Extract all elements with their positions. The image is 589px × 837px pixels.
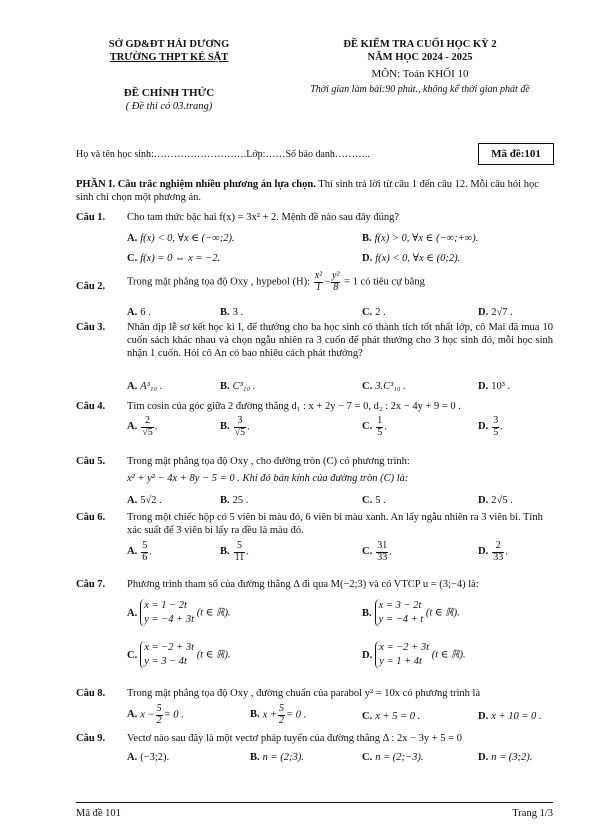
q3-option-c: C. 3.C³₁₀ . (362, 381, 406, 392)
section-1-title: PHẦN I. Câu trắc nghiệm nhiều phương án lựa chọn. (76, 179, 316, 190)
q7-text: Phương trình tham số của đường thẳng Δ đi qua M(−2;3) và có VTCP u = (3;−4) là: (127, 579, 479, 590)
student-info-line: Họ và tên học sinh:……………………….Lớp:……Số báo danh……….. (76, 149, 370, 160)
q9-option-a: A. (−3;2). (127, 752, 170, 763)
q2-option-c: C. 2 . (362, 307, 386, 318)
q9-text: Vectơ nào sau đây là một vectơ pháp tuyến của đường thẳng Δ : 2x − 3y + 5 = 0 (127, 733, 462, 744)
q4-text: Tìm cosin của góc giữa 2 đường thẳng d₁ : x + 2y − 7 = 0, d₂ : 2x − 4y + 9 = 0 . (127, 401, 461, 412)
section-1-heading (76, 178, 553, 204)
q3-text: Nhân dịp lễ sơ kết học kì I, để thưởng cho ba học sinh có thành tích tốt nhất lớp, cô Mai đã mua 10 cuốn sách khác nhau và chọn ngẫu nhiên ra 3 cuốn để phát thưởng cho 3 học sinh đó, mỗi học sinh nhận 1 cuốn. Hỏi cô An có bao nhiêu cách phát thưởng? (127, 322, 553, 360)
q2-text: Trong mặt phẳng tọa độ Oxy , hypebol (H): $\frac{\text{x²}}{1}$ − $\frac{\text{y²}}{8}$ = 1 có tiêu cự bằng (127, 270, 425, 293)
q7-option-a: A. x = 1 − 2t y = −4 + 3t (t ∈ ℝ). (127, 599, 231, 627)
q9-label: Câu 9. (76, 733, 106, 744)
q6-option-c: C. $\frac{31}{33}$ . (362, 540, 392, 563)
footer-divider (76, 802, 553, 803)
q9-option-c: C. n = (2;−3). (362, 752, 424, 763)
footer-exam-code: Mã đề 101 (76, 808, 121, 819)
q2-option-d: D. 2√7 . (478, 307, 513, 318)
q7-label: Câu 7. (76, 579, 106, 590)
q2-label: Câu 2. (76, 281, 106, 292)
q8-option-c: C. x + 5 = 0 . (362, 711, 421, 722)
pages-note: ( Đề thi có 03.trang) (125, 101, 213, 112)
q5-option-d: D. 2√5 . (478, 495, 513, 506)
q3-option-b: B. C³₁₀ . (220, 381, 256, 392)
time-note: Thời gian làm bài:90 phút., không kể thời gian phát đề (310, 84, 530, 95)
q9-option-d: D. n = (3;2). (478, 752, 533, 763)
q6-option-d: D. $\frac{2}{33}$ . (478, 540, 508, 563)
q1-text: Cho tam thức bậc hai f(x) = 3x² + 2. Mệnh đề nào sau đây đúng? (127, 212, 400, 223)
q2-option-b: B. 3 . (220, 307, 244, 318)
q4-option-d: D. $\frac{3}{5}$ . (478, 415, 503, 438)
q6-option-b: B. $\frac{5}{11}$ . (220, 540, 249, 563)
q8-text: Trong mặt phẳng tọa độ Oxy , đường chuẩn của parabol y² = 10x có phương trình là (127, 688, 481, 699)
q5-option-a: A. 5√2 . (127, 495, 162, 506)
subject-line: MÔN: Toán KHỐI 10 (371, 68, 469, 80)
q8-option-a: A. x − $\frac{5}{2}$ = 0 . (127, 703, 184, 726)
q2-option-a: A. 6 . (127, 307, 151, 318)
q4-option-b: B. $\frac{3}{√5}$ . (220, 415, 250, 438)
q1-label: Câu 1. (76, 212, 106, 223)
q3-option-d: D. 10³ . (478, 381, 511, 392)
q6-text: Trong một chiếc hộp có 5 viên bi màu đỏ, 6 viên bi màu xanh. An lấy ngẫu nhiên ra 3 viên bi. Tính xác suất để 3 viên bi lấy ra đều là màu đỏ. (127, 512, 543, 537)
q7-option-d: D. x = −2 + 3t y = 1 + 4t (t ∈ ℝ). (362, 641, 466, 669)
q1-option-a: A. f(x) < 0, ∀x ∈ (−∞;2). (127, 233, 235, 244)
q1-option-b: B. f(x) > 0, ∀x ∈ (−∞;+∞). (362, 233, 479, 244)
q9-option-b: B. n = (2;3). (250, 752, 304, 763)
q5-label: Câu 5. (76, 456, 106, 467)
q7-option-c: C. x = −2 + 3t y = 3 − 4t (t ∈ ℝ). (127, 641, 231, 669)
footer-page-number: Trang 1/3 (512, 808, 553, 819)
q5-option-b: B. 25 . (220, 495, 249, 506)
q2-frac-x: $\frac{\text{x²}}{1}$ (314, 270, 323, 293)
exam-code: Mã đề:101 (491, 148, 541, 160)
q4-option-c: C. $\frac{1}{5}$ . (362, 415, 387, 438)
q8-option-d: D. x + 10 = 0 . (478, 711, 542, 722)
q5-text-line1: Trong mặt phẳng tọa độ Oxy , cho đường tròn (C) có phương trình: (127, 456, 410, 467)
official-label: ĐỀ CHÍNH THỨC (123, 87, 215, 99)
q7-option-b: B. x = 3 − 2t y = −4 + t (t ∈ ℝ). (362, 599, 460, 627)
q2-frac-y: $\frac{\text{y²}}{8}$ (332, 270, 340, 293)
q8-label: Câu 8. (76, 688, 106, 699)
q3-label: Câu 3. (76, 322, 106, 333)
q4-option-a: A. $\frac{2}{√5}$ . (127, 415, 158, 438)
q1-option-d: D. f(x) < 0, ∀x ∈ (0;2). (362, 253, 461, 264)
q1-option-c: C. f(x) = 0 ⇔ x = −2. (127, 253, 221, 264)
q4-label: Câu 4. (76, 401, 106, 412)
q3-option-a: A. A³₁₀ . (127, 381, 163, 392)
section-1-instruction: Thí sinh trả lời từ câu 1 đến câu 12. Mỗi câu hỏi học sinh chỉ chọn một phương án. (76, 179, 539, 204)
q8-option-b: B. x + $\frac{5}{2}$ = 0 . (250, 703, 307, 726)
department-name: SỞ GD&ĐT HẢI DƯƠNG (108, 39, 230, 50)
q5-text-line2: x² + y² − 4x + 8y − 5 = 0 . Khi đó bán kính của đường tròn (C) là: (127, 473, 409, 484)
q6-option-a: A. $\frac{5}{6}$ . (127, 540, 152, 563)
exam-code-box (478, 143, 554, 165)
exam-title: ĐỀ KIỂM TRA CUỐI HỌC KỲ 2 (343, 39, 497, 50)
q6-label: Câu 6. (76, 512, 106, 523)
school-name: TRƯỜNG THPT KẺ SẶT (109, 52, 229, 63)
q5-option-c: C. 5 . (362, 495, 386, 506)
school-year: NĂM HỌC 2024 - 2025 (367, 52, 473, 63)
